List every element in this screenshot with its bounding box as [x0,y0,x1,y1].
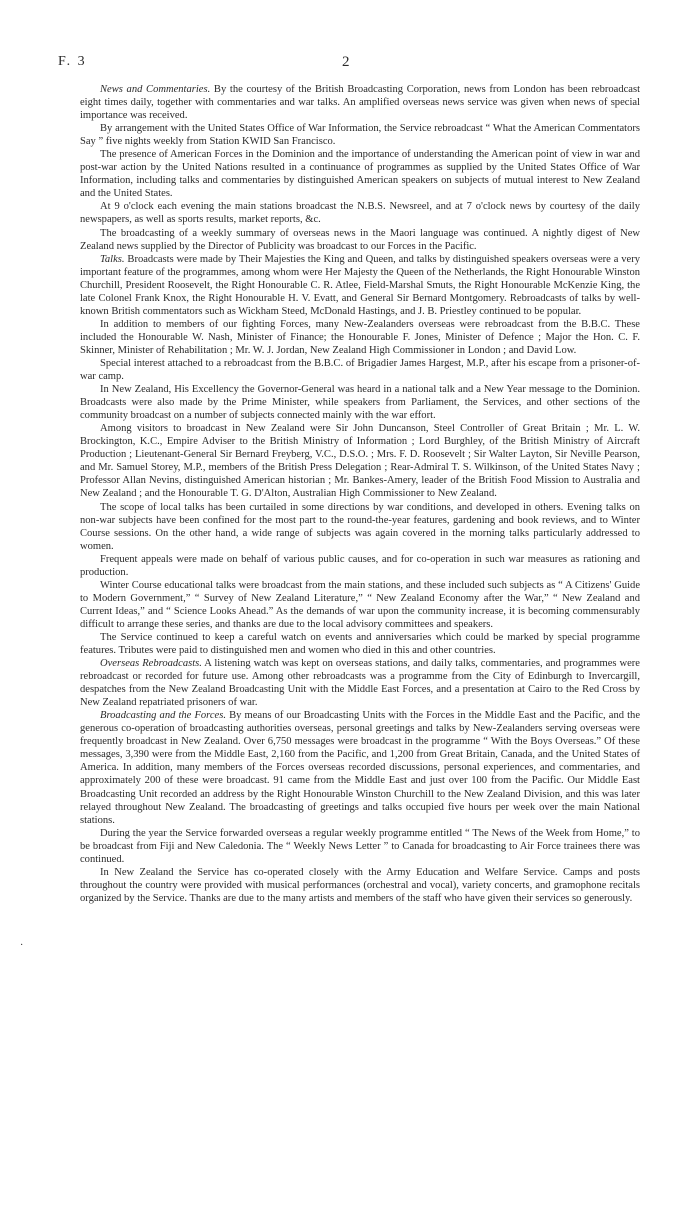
paragraph-text: The Service continued to keep a careful watch on events and anniversaries which could be marked by special programme features. Tributes were paid to distinguished men and women who died in this and other countries. [80,631,640,657]
paragraph-text: The broadcasting of a weekly summary of overseas news in the Maori language was continued. A nightly digest of New Zealand news supplied by the Director of Publicity was broadcast to our Forces in the Pacific. [80,227,640,252]
paragraph-army-education [80,866,640,905]
report-body [80,83,640,905]
paragraph-overseas-rebroadcasts [80,657,640,709]
paragraph-text: During the year the Service forwarded overseas a regular weekly programme entitled “ The News of the Week from Home,” to be broadcast from Fiji and New Caledonia. The “ Weekly News Letter ” to Canada for broadcasting to Air Force trainees there was continued. [80,827,640,865]
paragraph-text: By arrangement with the United States Office of War Information, the Service rebroadcast “ What the American Commentators Say ” five nights weekly from Station KWID San Francisco. [80,123,640,148]
paragraph-text: Frequent appeals were made on behalf of various public causes, and for co-operation in such war measures as rationing and production. [80,553,640,578]
paragraph-news-from-home [80,827,640,866]
paragraph-maori-news [80,227,640,253]
paragraph-anniversaries [80,631,640,657]
paragraph-new-zealanders-overseas [80,318,640,357]
paragraph-text: The scope of local talks has been curtailed in some directions by war conditions, and developed in others. Evening talks on non-war subjects have been confined for the most part to the round-the-year features, gardening and book reviews, and to Winter Course sessions. On the other hand, a wide range of subjects was again covered in the morning talks particularly addressed to women. [80,501,640,552]
paragraph-news-and-commentaries [80,83,640,122]
paragraph-text: A listening watch was kept on overseas stations, and daily talks, commentaries, and programmes were rebroadcast or recorded for future use. Among other rebroadcasts was a programme from the City of Edinburgh to Invercargill, despatches from the New Zealand Broadcasting Unit with the Middle East Forces, and a presentation at Cairo to the Red Cross by New Zealand repatriated prisoners of war. [80,658,640,709]
paragraph-broadcasting-and-forces [80,709,640,826]
paragraph-hargest [80,357,640,383]
paragraph-text: In New Zealand, His Excellency the Governor-General was heard in a national talk and a New Year message to the Dominion. Broadcasts were also made by the Prime Minister, while speakers from Parliament, the Services, and other sections of the community broadcast on a number of subjects connected mainly with the war effort. [80,384,640,422]
margin-mark: · [20,940,24,951]
paragraph-heading: Talks. [100,253,125,265]
paragraph-text: In New Zealand the Service has co-operated closely with the Army Education and Welfare Service. Camps and posts throughout the country were provided with musical performances (orchestral and vocal), variety concerts, and gramophone recitals organized by the Service. Thanks are due to the many artists and members of the staff who have given their services so generously. [80,866,640,904]
paragraph-text: Special interest attached to a rebroadcast from the B.B.C. of Brigadier James Hargest, M.P., after his escape from a prisoner-of-war camp. [80,357,640,383]
paragraph-appeals [80,553,640,579]
paragraph-american-commentators [80,122,640,148]
paragraph-text: Winter Course educational talks were broadcast from the main stations, and these included such subjects as “ A Citizens' Guide to Modern Government,” “ Survey of New Zealand Literature,” “ New Zealand Economy after the War,” “ New Zealand and Current Ideas,” and “ Science Looks Ahead.” As the demands of war upon the community increase, it is becoming commensurably difficult to arrange these series, and thanks are due to the local advisory committees and speakers. [80,579,640,630]
paragraph-heading: Overseas Rebroadcasts. [100,658,202,670]
paragraph-text: The presence of American Forces in the Dominion and the importance of understanding the American point of view in war and post-war action by the United Nations resulted in a continuance of programmes as supplied by the United States Office of War Information, including talks and commentaries by distinguished American speakers on subjects of mutual interest to New Zealand and the United States. [80,149,640,200]
paragraph-text: By means of our Broadcasting Units with the Forces in the Middle East and the Pacific, and the generous co-operation of broadcasting authorities overseas, personal greetings and talks by New-Zealanders serving overseas were frequently broadcast in New Zealand. Over 6,750 messages were broadcast in the programme “ With the Boys Overseas.” Of these messages, 3,390 were from the Middle East, 2,160 from the Pacific, and 1,200 from Great Britain, Canada, and the United States of America. In addition, many members of the Forces overseas recorded discussions, personal experiences, and commentaries, and approximately 200 of these were broadcast. 91 came from the Middle East and just over 100 from the Pacific. Our Middle East Broadcasting Unit recorded an address by the Right Honourable Winston Churchill to the New Zealand Division, and this was later relayed throughout New Zealand. The broadcasting of greetings and talks occupied five hours per week over the main National stations. [80,710,640,826]
document-reference: F. 3 [58,54,87,69]
paragraph-local-talks [80,501,640,553]
paragraph-visitors [80,422,640,500]
paragraph-heading: News and Commentaries. [100,84,211,95]
paragraph-text: Among visitors to broadcast in New Zealand were Sir John Duncanson, Steel Controller of Great Britain ; Mr. L. W. Brockington, K.C., Empire Adviser to the British Ministry of Information ; Lord Burghley, of the British Ministry of Aircraft Production ; Lieutenant-General Sir Bernard Freyberg, V.C., D.S.O. ; Mrs. F. D. Roosevelt ; Sir Walter Layton, Sir Neville Pearson, and Mr. Samuel Storey, M.P., members of the British Press Delegation ; Rear-Admiral T. S. Wilkinson, of the United States Navy ; Professor Allan Nevins, distinguished American historian ; Mr. Bankes-Amery, leader of the British Food Mission to Australia and New Zealand ; and the Honourable T. G. D'Alton, Australian High Commissioner to New Zealand. [80,423,640,500]
paragraph-heading: Broadcasting and the Forces. [100,710,226,722]
paragraph-governor-general [80,383,640,422]
paragraph-american-forces [80,148,640,200]
paragraph-newsreel [80,200,640,226]
paragraph-text: By the courtesy of the British Broadcasting Corporation, news from London has been rebroadcast eight times daily, together with commentaries and war talks. An amplified overseas news service was given when news of special importance was received. [80,84,641,122]
paragraph-winter-course [80,579,640,631]
paragraph-text: Broadcasts were made by Their Majesties the King and Queen, and talks by distinguished speakers overseas were a very important feature of the programmes, among whom were Her Majesty the Queen of the Netherlands, the Right Honourable Winston Churchill, President Roosevelt, the Right Honourable C. R. Atlee, Field-Marshal Smuts, the Right Honourable McKenzie King, the late Colonel Frank Knox, the Right Honourable H. V. Evatt, and General Sir Bernard Montgomery. Rebroadcasts of talks by well-known British commentators such as Wickham Steed, McDonald Hastings, and J. B. Priestley continued to be popular. [80,253,640,317]
paragraph-text: At 9 o'clock each evening the main stations broadcast the N.B.S. Newsreel, and at 7 o'clock news by courtesy of the daily newspapers, as well as sports results, market reports, &c. [80,201,640,226]
paragraph-talks [80,253,640,318]
page-number: 2 [342,54,350,70]
paragraph-text: In addition to members of our fighting Forces, many New-Zealanders overseas were rebroadcast from the B.B.C. These included the Honourable W. Nash, Minister of Finance; the Honourable F. Jones, Minister of Defence ; Major the Hon. C. F. Skinner, Minister of Rehabilitation ; Mr. W. J. Jordan, New Zealand High Commissioner in London ; and David Low. [80,318,640,356]
